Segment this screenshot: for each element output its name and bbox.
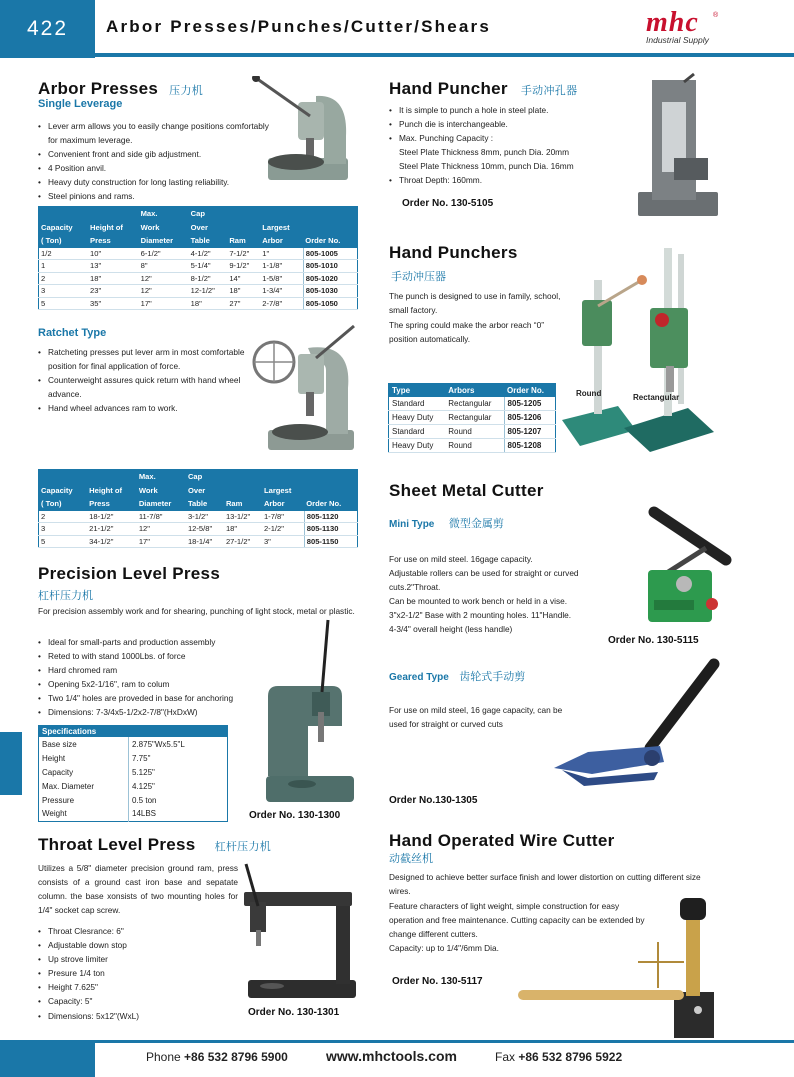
table-cell: 14LBS	[132, 809, 157, 819]
hand-punchers-table	[388, 383, 556, 453]
table-cell: 12-1/2"	[189, 285, 228, 298]
table-cell: 805-1205	[504, 397, 555, 411]
throat-bullet: • Dimensions: 5x12"(WxL)	[38, 1009, 238, 1023]
hand-puncher-order-number: Order No. 130-5105	[402, 198, 494, 209]
table-cell: 17"	[139, 297, 189, 310]
table-row	[39, 248, 358, 260]
mini-line: Adjustable rollers can be used for straight or curved cuts.2"Throat.	[389, 568, 579, 592]
precision-bullet: • Dimensions: 7-3/4x5-1/2x2-7/8"(HxDxW)	[38, 705, 270, 719]
hand-puncher-bullet: • Max. Punching Capacity :	[389, 131, 629, 145]
table-row	[39, 793, 228, 807]
throat-bullet: • Throat Clesrance: 6"	[38, 924, 238, 938]
table-header-row: Capacity Height of Work Over Largest	[39, 484, 358, 498]
logo-brand: mhc	[646, 7, 699, 38]
table-cell: 12"	[139, 272, 189, 285]
table-cell: 34-1/2"	[87, 535, 137, 548]
table-cell: 2.875"Wx5.5"L	[132, 739, 185, 749]
wire-cutter-image	[508, 892, 720, 1040]
table-row	[39, 535, 358, 548]
hand-punchers-image	[558, 240, 718, 456]
table-cell: 12"	[137, 523, 186, 536]
table-cell: 13-1/2"	[224, 511, 262, 523]
table-header-row: Max. Cap	[39, 207, 358, 221]
fax-label: Fax	[495, 1050, 516, 1064]
precision-bullet: • Ideal for small-parts and production assembly	[38, 635, 270, 649]
table-cell: Heavy Duty	[389, 411, 446, 425]
round-label: Round	[576, 389, 602, 398]
table-row	[39, 807, 228, 821]
table-row	[389, 411, 556, 425]
table-cell: 27-1/2"	[224, 535, 262, 548]
geared-type-heading	[389, 667, 525, 685]
table-cell: 2	[39, 511, 88, 523]
table-cell: 18-1/2"	[87, 511, 137, 523]
mini-cutter-image	[614, 500, 744, 628]
throat-press-title-cn: 杠杆压力机	[214, 841, 272, 853]
precision-press-title-cn: 杠杆压力机	[38, 590, 93, 602]
hand-puncher-bullet: • It is simple to punch a hole in steel plate.	[389, 103, 629, 117]
table-cell: 805-1005	[303, 248, 357, 260]
throat-bullets	[38, 924, 238, 1023]
page-title: Arbor Presses/Punches/Cutter/Shears	[106, 17, 492, 36]
hand-puncher-title-cn: 手动冲孔器	[520, 85, 578, 97]
table-row	[39, 260, 358, 273]
hand-puncher-bullets	[389, 103, 629, 145]
table-cell: 3"	[262, 535, 304, 548]
hand-puncher-image	[632, 72, 728, 220]
table-cell: 14"	[227, 272, 260, 285]
mini-line: 4-3/4" overall height (less handle)	[389, 624, 513, 634]
logo-tagline: Industrial Supply	[646, 35, 709, 45]
arbor-bullet: • Lever arm allows you to easily change positions comfortably for maximum leverage.	[38, 119, 273, 147]
throat-bullet: • Up strove limiter	[38, 952, 238, 966]
table-cell: 5	[39, 535, 88, 548]
punching-capacity-line: Steel Plate Thickness 8mm, punch Dia. 20mm	[399, 147, 570, 157]
hand-puncher-title-text: Hand Puncher	[389, 79, 508, 98]
table-cell: 805-1120	[304, 511, 357, 523]
table-cell: 1	[39, 260, 89, 273]
footer-phone	[146, 1050, 288, 1064]
table-row	[39, 779, 228, 793]
throat-press-title-text: Throat Level Press	[38, 835, 196, 854]
mhc-logo	[646, 7, 726, 46]
precision-bullet: • Two 1/4" holes are proveded in base for anchoring	[38, 691, 270, 705]
throat-bullet: • Height 7.625"	[38, 980, 238, 994]
throat-press-image	[232, 862, 358, 1002]
table-cell: 805-1150	[304, 535, 357, 548]
table-cell: 4.125"	[132, 781, 155, 791]
geared-cutter-order-number: Order No.130-1305	[389, 795, 478, 806]
table-cell: 12"	[139, 285, 189, 298]
ratchet-bullet: • Counterweight assures quick return with hand wheel advance.	[38, 373, 260, 401]
table-cell: 18"	[189, 297, 228, 310]
table-cell: 8"	[139, 260, 189, 273]
mini-line: Can be mounted to work bench or held in a vise.	[389, 596, 568, 606]
table-cell: 1-3/4"	[260, 285, 303, 298]
throat-press-title	[38, 835, 271, 855]
table-cell: 23"	[88, 285, 139, 298]
table-cell: 13"	[88, 260, 139, 273]
wire-cutter-capacity: Capacity: up to 1/4"/6mm Dia.	[389, 943, 499, 953]
table-cell: 4-1/2"	[189, 248, 228, 260]
hand-punchers-text-1: The punch is designed to use in family, school, small factory.	[389, 291, 561, 315]
table-cell: 805-1050	[303, 297, 357, 310]
table-cell: Heavy Duty	[389, 439, 446, 453]
table-cell: 6-1/2"	[139, 248, 189, 260]
table-row	[39, 765, 228, 779]
table-header-row: ( Ton) Press Diameter Table Ram Arbor Order No.	[39, 234, 358, 248]
hand-punchers-title-cn: 手动冲压器	[391, 271, 446, 283]
wire-cutter-text-2: Feature characters of light weight, simple construction for easy operation and free maintenance. Cutting capacity can be extended by change different cutters.	[389, 901, 645, 939]
fax-number: +86 532 8796 5922	[518, 1050, 623, 1064]
wire-cutter-order-number: Order No. 130-5117	[392, 976, 483, 987]
table-row	[39, 511, 358, 523]
hand-punchers-title: Hand Punchers	[389, 243, 518, 262]
rectangular-label: Rectangular	[633, 393, 680, 402]
table-cell: 9-1/2"	[227, 260, 260, 273]
table-header-row: Capacity Height of Work Over Largest	[39, 221, 358, 235]
table-cell: 5-1/4"	[189, 260, 228, 273]
page-number	[0, 0, 95, 58]
throat-bullet: • Capacity: 5"	[38, 994, 238, 1008]
footer-website-link[interactable]: www.mhctools.com	[326, 1048, 457, 1064]
table-cell: Rectangular	[445, 397, 504, 411]
table-cell: 27"	[227, 297, 260, 310]
table-header-row: Type Arbors Order No.	[389, 384, 556, 397]
mini-cutter-description	[389, 552, 619, 636]
table-row	[389, 397, 556, 411]
footer-corner-block	[0, 1040, 95, 1077]
hand-puncher-bullet: • Throat Depth: 160mm.	[389, 173, 629, 187]
table-cell: Capacity	[39, 765, 129, 779]
hand-puncher-bullets-2	[389, 173, 629, 187]
precision-bullet: • Opening 5x2-1/16", ram to colum	[38, 677, 270, 691]
table-cell: 1-5/8"	[260, 272, 303, 285]
logo-registered: ®	[713, 12, 719, 19]
table-cell: Standard	[389, 397, 446, 411]
arbor-bullet: • Convenient front and side gib adjustment.	[38, 147, 273, 161]
table-cell: 11-7/8"	[137, 511, 186, 523]
table-cell: 7.75"	[132, 753, 151, 763]
ratchet-spec-table	[38, 469, 358, 548]
table-cell: 805-1206	[504, 411, 555, 425]
table-row	[39, 751, 228, 765]
precision-intro: For precision assembly work and for shearing, punching of light stock, metal or plastic.	[38, 606, 355, 616]
table-cell: 3	[39, 523, 88, 536]
hand-puncher-bullet: • Punch die is interchangeable.	[389, 117, 629, 131]
table-cell: Height	[39, 751, 129, 765]
table-cell: 5.125"	[132, 767, 155, 777]
single-leverage-subtitle: Single Leverage	[38, 98, 123, 110]
table-cell: 7-1/2"	[227, 248, 260, 260]
table-cell: 2	[39, 272, 89, 285]
table-cell: Rectangular	[445, 411, 504, 425]
ratchet-type-subtitle: Ratchet Type	[38, 327, 107, 339]
geared-type-label: Geared Type	[389, 672, 449, 683]
table-cell: 12-5/8"	[186, 523, 224, 536]
geared-type-cn: 齿轮式手动剪	[459, 671, 526, 683]
throat-intro: Utilizes a 5/8" diameter precision ground ram, press consists of a ground cast iron base and sepatate column. the base xonsists of two mounting holes for 1/4" socket cap screw.	[38, 863, 238, 915]
table-cell: 18"	[88, 272, 139, 285]
arbor-bullet: • Heavy duty construction for long lasting reliability.	[38, 175, 273, 189]
arbor-bullet: • 4 Position anvil.	[38, 161, 273, 175]
table-cell: 805-1207	[504, 425, 555, 439]
table-cell: 1/2	[39, 248, 89, 260]
precision-press-image	[262, 616, 358, 806]
table-row	[389, 439, 556, 453]
table-row	[39, 285, 358, 298]
side-tab	[0, 732, 22, 795]
mini-line: For use on mild steel. 16gage capacity.	[389, 554, 533, 564]
table-cell: 17"	[137, 535, 186, 548]
phone-label: Phone	[146, 1050, 181, 1064]
header-rule	[95, 53, 794, 57]
mini-cutter-order-number: Order No. 130-5115	[608, 635, 699, 646]
table-cell: 805-1010	[303, 260, 357, 273]
arbor-presses-title	[38, 79, 203, 99]
table-cell: 18"	[224, 523, 262, 536]
table-row	[39, 297, 358, 310]
table-header-row: Max. Cap	[39, 470, 358, 484]
table-cell: 0.5 ton	[132, 795, 157, 805]
table-cell: Round	[445, 425, 504, 439]
table-row	[39, 737, 228, 751]
table-cell: Base size	[39, 737, 129, 751]
precision-bullets	[38, 635, 270, 720]
table-cell: Pressure	[39, 793, 129, 807]
precision-bullet: • Hard chromed ram	[38, 663, 270, 677]
sheet-cutter-title: Sheet Metal Cutter	[389, 481, 544, 500]
table-row	[389, 425, 556, 439]
table-cell: 8-1/2"	[189, 272, 228, 285]
precision-order-number: Order No. 130-1300	[249, 810, 341, 821]
page-number-text: 422	[26, 17, 69, 40]
ratchet-press-image	[248, 318, 360, 456]
arbor-bullet: • Steel pinions and rams.	[38, 189, 273, 203]
throat-order-number: Order No. 130-1301	[248, 1007, 340, 1018]
hand-puncher-title	[389, 79, 577, 99]
phone-number: +86 532 8796 5900	[184, 1050, 288, 1064]
table-cell: 10"	[88, 248, 139, 260]
table-cell: Max. Diameter	[39, 779, 129, 793]
mini-line: 3"x2-1/2" Base with 2 mounting holes. 11"Handle.	[389, 610, 572, 620]
arbor-presses-title-text: Arbor Presses	[38, 79, 159, 98]
table-cell: 2-1/2"	[262, 523, 304, 536]
table-cell: 805-1208	[504, 439, 555, 453]
table-cell: 1"	[260, 248, 303, 260]
precision-press-title: Precision Level Press	[38, 564, 221, 583]
punching-capacity-line: Steel Plate Thickness 10mm, punch Dia. 16mm	[399, 161, 574, 171]
table-cell: Weight	[39, 807, 129, 821]
wire-cutter-title-cn: 动截丝机	[389, 853, 433, 865]
mini-type-label: Mini Type	[389, 519, 435, 530]
footer-fax	[495, 1050, 622, 1064]
table-cell: 18"	[227, 285, 260, 298]
table-cell: 805-1030	[303, 285, 357, 298]
table-cell: 5	[39, 297, 89, 310]
table-cell: 1-7/8"	[262, 511, 304, 523]
footer-rule	[95, 1040, 794, 1043]
table-cell: 3-1/2"	[186, 511, 224, 523]
spec-table-header: Specifications	[39, 726, 228, 738]
geared-cutter-description: For use on mild steel, 16 gage capacity, can be used for straight or curved cuts	[389, 705, 563, 729]
arbor-spec-table	[38, 206, 358, 310]
arbor-press-image	[238, 76, 358, 196]
table-cell: Standard	[389, 425, 446, 439]
ratchet-bullet: • Ratcheting presses put lever arm in most comfortable position for final application of force.	[38, 345, 260, 373]
precision-spec-table	[38, 725, 228, 822]
table-cell: 18-1/4"	[186, 535, 224, 548]
throat-bullet: • Adjustable down stop	[38, 938, 238, 952]
wire-cutter-title: Hand Operated Wire Cutter	[389, 831, 615, 850]
table-cell: 805-1130	[304, 523, 357, 536]
table-cell: 1-1/8"	[260, 260, 303, 273]
geared-cutter-image	[548, 658, 724, 790]
throat-bullet: • Presure 1/4 ton	[38, 966, 238, 980]
table-header-row: ( Ton) Press Diameter Table Ram Arbor Order No.	[39, 497, 358, 511]
hand-punchers-text-2: The spring could make the arbor reach “0” position automatically.	[389, 320, 544, 344]
mini-type-heading	[389, 514, 504, 532]
table-row	[39, 272, 358, 285]
table-cell: 805-1020	[303, 272, 357, 285]
precision-bullet: • Reted to with stand 1000Lbs. of force	[38, 649, 270, 663]
wire-cutter-text-1: Designed to achieve better surface finish and lower distortion on cutting different size wires.	[389, 872, 701, 896]
ratchet-bullets	[38, 345, 260, 415]
table-cell: Round	[445, 439, 504, 453]
arbor-presses-title-cn: 压力机	[169, 85, 204, 97]
ratchet-bullet: • Hand wheel advances ram to work.	[38, 401, 260, 415]
table-row	[39, 523, 358, 536]
table-cell: 3	[39, 285, 89, 298]
mini-type-cn: 微型金属剪	[448, 518, 504, 530]
table-cell: 21-1/2"	[87, 523, 137, 536]
table-cell: 35"	[88, 297, 139, 310]
table-cell: 2-7/8"	[260, 297, 303, 310]
